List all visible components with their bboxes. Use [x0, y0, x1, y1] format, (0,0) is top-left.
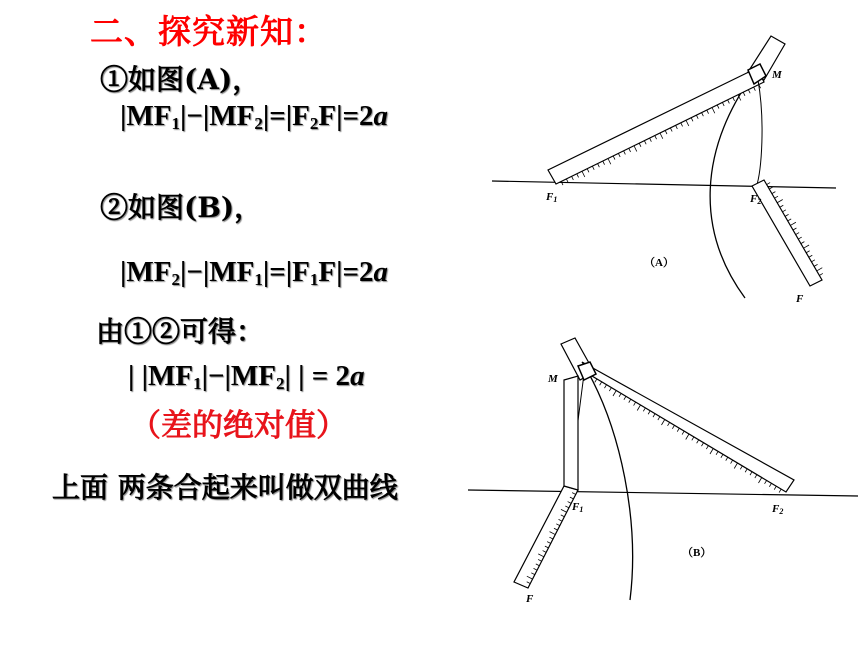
- ruler-tick: [750, 472, 752, 475]
- figure-b-caption: （B）: [682, 547, 712, 559]
- ruler-tick: [721, 454, 723, 457]
- ruler-tick: [796, 233, 799, 235]
- ruler-tick: [775, 196, 778, 198]
- ruler-tick: [793, 228, 796, 230]
- ruler-tick: [782, 210, 785, 212]
- ruler-tick: [681, 123, 683, 127]
- ruler-tick: [592, 166, 594, 170]
- ruler-tick: [697, 440, 699, 443]
- ruler-tick: [817, 268, 823, 271]
- ruler-tick: [801, 242, 804, 244]
- ruler-tick: [743, 92, 745, 96]
- item-a-label: ①如图(A)，: [100, 63, 261, 96]
- ruler-tick: [722, 102, 724, 106]
- ruler-tick: [734, 463, 737, 468]
- ruler-tick: [668, 422, 670, 425]
- figure-b: [468, 338, 858, 605]
- figure-a-ruler-ticks: [561, 85, 760, 185]
- figure-a-label-f1: F1: [546, 191, 558, 204]
- ruler-tick: [819, 273, 822, 275]
- equation-b: $|MF_2|-|MF_1|=|F_1F|=2a$: [120, 256, 389, 289]
- ruler-tick: [780, 205, 783, 207]
- ruler-tick: [686, 434, 689, 439]
- figure-b-label-m: M: [548, 373, 558, 385]
- ruler-tick: [672, 425, 674, 428]
- ruler-tick: [696, 115, 698, 119]
- equation-a: $|MF_1|-|MF_2|=|F_2F|=2a$: [120, 100, 389, 133]
- ruler-tick: [650, 138, 652, 142]
- ruler-tick: [598, 164, 600, 168]
- ruler-tick: [608, 159, 611, 165]
- ruler-tick: [603, 161, 605, 165]
- section-title: 二、探究新知：: [90, 12, 328, 51]
- ruler-tick: [758, 478, 761, 483]
- ruler-tick: [798, 237, 801, 239]
- ruler-tick: [767, 183, 770, 185]
- ruler-tick: [653, 414, 655, 417]
- ruler-tick: [814, 264, 817, 266]
- ruler-tick: [804, 245, 810, 248]
- ruler-tick: [600, 382, 602, 385]
- ruler-tick: [639, 143, 641, 147]
- ruler-tick: [582, 171, 585, 177]
- ruler-tick: [774, 486, 776, 489]
- ruler-tick: [634, 402, 636, 405]
- ruler-tick: [619, 393, 621, 396]
- ruler-tick: [769, 483, 771, 486]
- ruler-tick: [748, 90, 750, 94]
- figure-b-ruler-left: [564, 376, 578, 490]
- ruler-tick: [716, 451, 718, 454]
- ruler-tick: [726, 457, 728, 460]
- ruler-tick: [754, 87, 756, 91]
- ruler-tick: [629, 148, 631, 152]
- ruler-tick: [769, 187, 772, 189]
- conclusion-text: 上面 两条合起来叫做双曲线: [52, 471, 398, 504]
- ruler-tick: [677, 428, 679, 431]
- ruler-tick: [661, 420, 664, 425]
- figure-b-ruler-f1f: [514, 486, 578, 588]
- ruler-tick: [613, 156, 615, 160]
- figure-a-label-m: M: [772, 69, 782, 81]
- figure-a-caption: （A）: [644, 257, 674, 269]
- ruler-tick: [740, 466, 742, 469]
- ruler-tick: [670, 128, 672, 132]
- ruler-tick: [604, 385, 606, 388]
- ruler-tick: [613, 391, 616, 396]
- ruler-tick: [772, 192, 775, 194]
- ruler-tick: [717, 105, 719, 109]
- ruler-tick: [811, 260, 814, 262]
- ruler-tick: [765, 480, 767, 483]
- ruler-tick: [790, 222, 796, 225]
- figure-a: [492, 36, 836, 305]
- ruler-tick: [618, 153, 620, 157]
- figure-a-ruler-f1m: [548, 68, 764, 184]
- ruler-tick: [785, 214, 788, 216]
- ruler-tick: [710, 449, 713, 454]
- ruler-tick: [755, 475, 757, 478]
- ruler-tick: [643, 408, 645, 411]
- figure-b-ruler-mf2: [582, 362, 794, 492]
- ruler-tick: [745, 469, 747, 472]
- ruler-tick: [733, 97, 735, 101]
- ruler-tick: [788, 219, 791, 221]
- ruler-tick: [712, 108, 715, 114]
- ruler-tick: [665, 130, 667, 134]
- ruler-tick: [676, 125, 678, 129]
- ruler-tick: [731, 460, 733, 463]
- figure-a-label-f2: F2: [750, 193, 762, 206]
- ruler-tick: [624, 151, 626, 155]
- figure-a-hyperbola-branch: [710, 76, 752, 298]
- ruler-tick: [702, 113, 704, 117]
- ruler-tick: [707, 110, 709, 114]
- figure-a-label-f: F: [796, 293, 804, 305]
- ruler-tick: [629, 399, 631, 402]
- equation-abs: | $|MF_1|-|MF_2|$ | = 2a: [128, 360, 365, 393]
- ruler-tick: [577, 174, 579, 178]
- ruler-tick: [637, 405, 640, 410]
- figure-b-axis-line: [468, 490, 858, 496]
- ruler-tick: [686, 120, 689, 126]
- figure-b-label-f2: F2: [772, 503, 784, 516]
- ruler-tick: [706, 446, 708, 449]
- ruler-tick: [648, 411, 650, 414]
- ruler-tick: [728, 100, 730, 104]
- ruler-tick: [691, 118, 693, 122]
- ruler-tick: [809, 255, 812, 257]
- ruler-tick: [634, 146, 637, 152]
- ruler-tick: [624, 396, 626, 399]
- ruler-tick: [779, 489, 781, 492]
- figure-b-label-f1: F1: [572, 501, 584, 514]
- ruler-tick: [644, 141, 646, 145]
- figure-b-ruler-ticks: [595, 379, 781, 493]
- ruler-tick: [587, 169, 589, 173]
- therefore-label: 由①②可得：: [96, 315, 265, 348]
- figure-a-ruler-ticks-lower: [767, 183, 823, 276]
- ruler-tick: [682, 431, 684, 434]
- ruler-tick: [595, 379, 597, 382]
- figure-b-hyperbola-branch: [588, 372, 633, 600]
- ruler-tick: [655, 136, 657, 140]
- ruler-tick: [777, 200, 783, 203]
- ruler-tick: [609, 388, 611, 391]
- ruler-tick: [572, 176, 574, 180]
- ruler-tick: [660, 133, 663, 139]
- figure-b-label-f: F: [526, 593, 534, 605]
- abs-difference-note: （差的绝对值）: [130, 408, 347, 444]
- ruler-tick: [658, 417, 660, 420]
- figure-a-ruler-f2f: [752, 180, 822, 286]
- ruler-tick: [701, 443, 703, 446]
- figure-a-axis-line: [492, 181, 836, 188]
- ruler-tick: [692, 437, 694, 440]
- ruler-tick: [806, 251, 809, 253]
- item-b-label: ②如图(B)，: [100, 191, 263, 224]
